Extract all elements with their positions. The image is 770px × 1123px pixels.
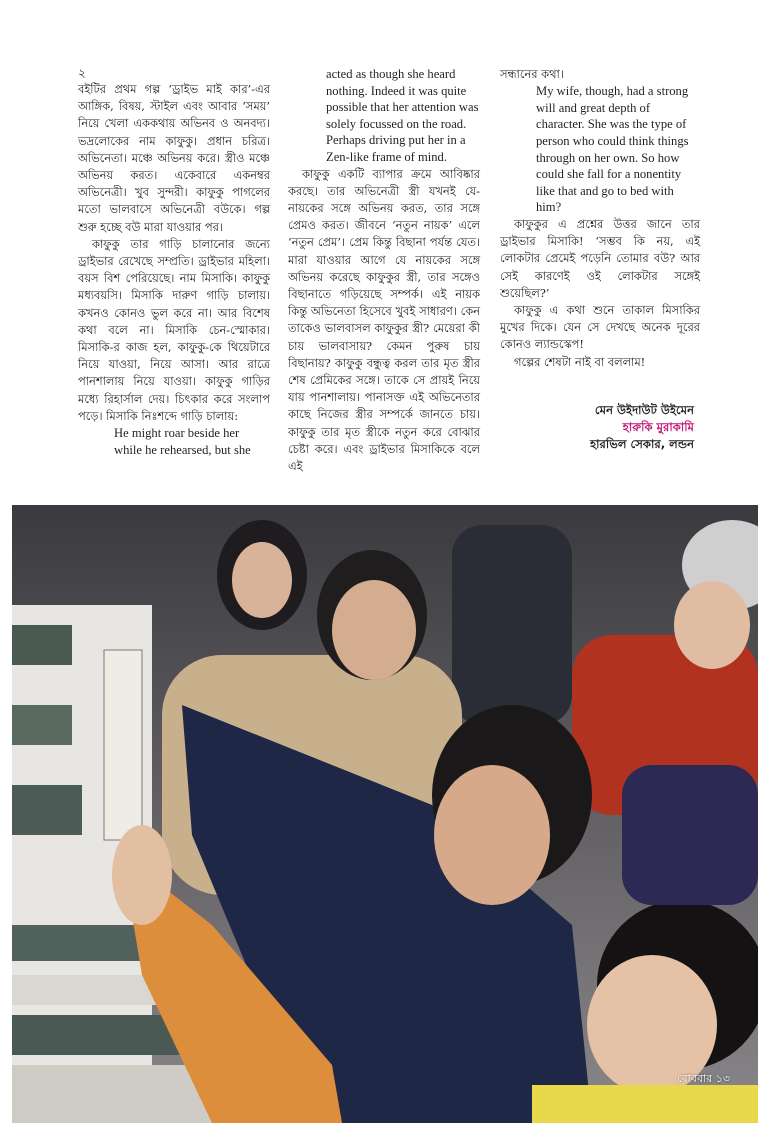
paragraph: সন্ধানের কথা। <box>500 67 564 81</box>
page-folio: রোববার ১৩ <box>677 1072 730 1085</box>
paragraph: কাফুকুর এ প্রশ্নের উত্তর জানে তার ড্রাইভার মিসাকি! ‘সম্ভব কি নয়, এই লোকটার প্রেমেই পড়েনি তোমার বউ? আর সেই কারণেই ওই লোকটার সঙ্গেই শুয়েছিল?’ <box>500 216 700 300</box>
english-quote: He might roar beside her while he rehearsed, but she <box>114 426 251 457</box>
column-2 <box>288 66 480 475</box>
bookstore-crowd-photo <box>12 505 758 1123</box>
book-title: মেন উইদাউট উইমেন <box>594 403 694 417</box>
paragraph: বইটির প্রথম গল্প ‘ড্রাইভ মাই কার’-এর আঙ্গিক, বিষয়, স্টাইল এবং আবার ‘সময়’ নিয়ে খেলা এককথায় অভিনব ও অনবদ্য। ভদ্রলোকের নাম কাফুকু। প্রধান চরিত্র। অভিনেতা। মঞ্চে অভিনয় করে। স্ত্রীও মঞ্চে অভিনয় করত। একেবারে একনম্বর অভিনেত্রী। খুব সুন্দরী। কাফুকু পাগলের মতো ভালবাসে অভিনেত্রী বউকে। গল্প শুরু হচ্ছে বউ মারা যাওয়ার পর। <box>78 82 270 234</box>
page-number: ২ <box>78 66 86 80</box>
book-author: হারুকি মুরাকামি <box>622 420 694 434</box>
book-publisher: হারভিল সেকার, লন্ডন <box>590 437 694 451</box>
book-credits <box>560 402 694 453</box>
column-1 <box>78 66 270 458</box>
english-quote: acted as though she heard nothing. Indeed it was quite possible that her attention was solely focussed on the road. Perhaps driving put her in a Zen-like frame of mind. <box>326 67 479 164</box>
photo-illustration <box>12 505 758 1123</box>
paragraph: কাফুকু তার গাড়ি চালানোর জন্যে ড্রাইভার রেখেছে সম্প্রতি। ড্রাইভার মহিলা। বয়স বিশ পেরিয়েছে। নাম মিসাকি। কাফুকু মধ্যবয়সি। মিসাকি দারুণ গাড়ি চালায়। কখনও কোনও ভুল করে না। আর বিশেষ কথা বলে না। মিসাকি চেন-স্মোকার। মিসাকি-র কাজ হল, কাফুকু-কে থিয়েটারে নিয়ে যাওয়া, নিয়ে আসা। আর রাত্রে পানশালায় নিয়ে যাওয়া। কাফুকু গাড়ির মধ্যে রিহার্সাল দেয়। চিৎকার করে সংলাপ পড়ে। মিসাকি নিঃশব্দে গাড়ি চালায়: <box>78 236 270 423</box>
paragraph: গল্পের শেষটা নাই বা বললাম! <box>514 354 646 369</box>
column-3 <box>500 66 700 371</box>
paragraph: কাফুকু একটি ব্যাপার ক্রমে আবিষ্কার করছে। তার অভিনেত্রী স্ত্রী যখনই যে-নায়কের সঙ্গে অভিনয় করত, তার সঙ্গে প্রেমও করত। জীবনে ‘নতুন নায়ক’ এলে ‘নতুন প্রেম’। প্রেম কিন্তু বিছানা পর্যন্ত যেত। মারা যাওয়ার আগে যে নায়কের সঙ্গে অভিনয় করেছে কাফুকুর স্ত্রী, তার সঙ্গেও বিছানাতে গড়িয়েছে সম্পর্ক। এই নায়ক কিন্তু অভিনেতা হিসেবে খুবই সাধারণ। কেন তাকেও ভালবাসল কাফুকুর স্ত্রী? মেয়েরা কী চায় ভালবাসায়? কেমন পুরুষ চায় বিছানায়? কাফুকু বন্ধুত্ব করল তার মৃত স্ত্রীর শেষ প্রেমিকের সঙ্গে। তাকে সে প্রায়ই নিয়ে যায় পানশালায়। পানাসক্ত এই অভিনেতার কাছে নিজের স্ত্রীর সম্পর্কে জানতে চায়। কাফুকু তার মৃত স্ত্রীকে নতুন করে বোঝার চেষ্টা করে। এবং ড্রাইভার মিসাকিকে বলে এই <box>288 166 480 474</box>
paragraph: কাফুকু এ কথা শুনে তাকাল মিসাকির মুখের দিকে। যেন সে দেখছে অনেক দূরের কোনও ল্যান্ডস্কেপ! <box>500 302 700 352</box>
english-quote: My wife, though, had a strong will and great depth of character. She was the type of person who could think things through on her own. So how could she fall for a nonentity like that and go to bed with him? <box>536 84 689 215</box>
